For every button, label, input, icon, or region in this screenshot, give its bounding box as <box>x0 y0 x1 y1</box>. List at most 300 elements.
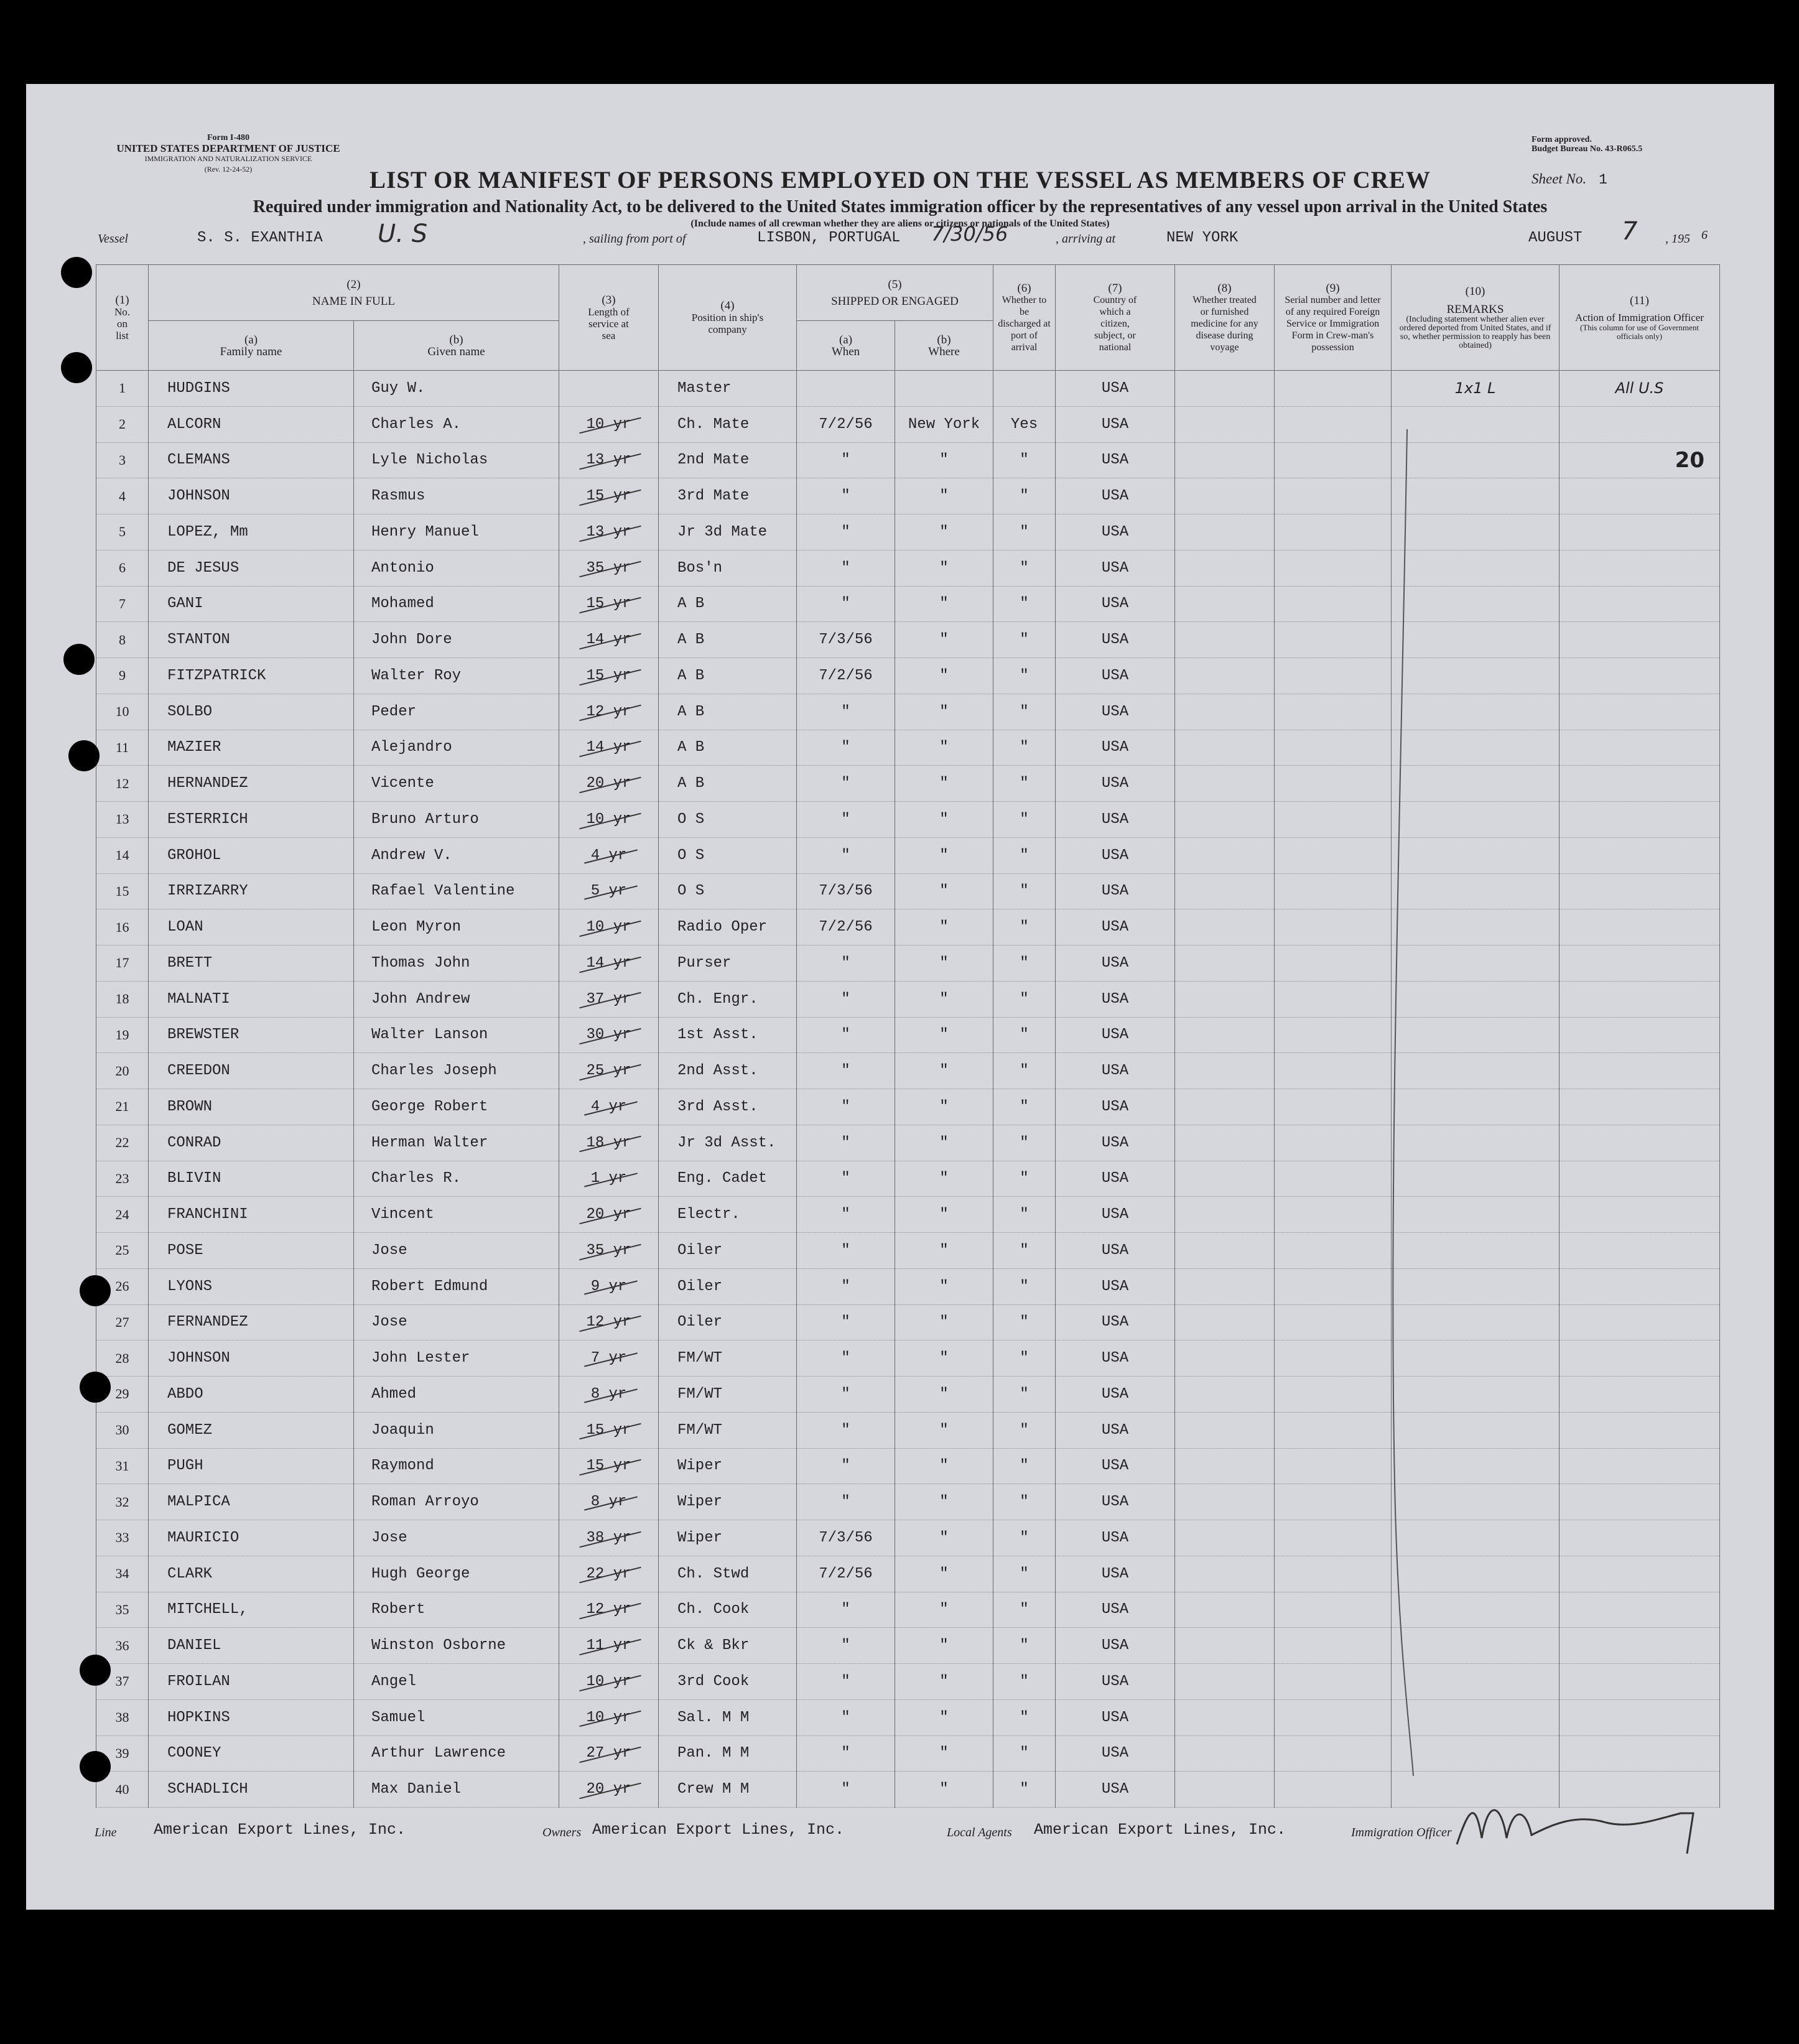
action-cell: 20 <box>1560 442 1720 478</box>
country: USA <box>1056 837 1175 873</box>
service-length <box>559 1377 659 1413</box>
row-number: 6 <box>96 550 149 586</box>
department: UNITED STATES DEPARTMENT OF JUSTICE <box>116 142 340 154</box>
medicine-cell <box>1175 1735 1275 1772</box>
discharged: " <box>993 586 1056 622</box>
col-header-family-name: (a) Family name <box>149 321 354 371</box>
col-header-position: (4) Position in ship's company <box>659 265 797 371</box>
shipped-where: " <box>895 1161 993 1197</box>
service-length-value: 20 yr <box>586 1206 631 1224</box>
discharged: " <box>993 1268 1056 1304</box>
position: Master <box>659 371 797 407</box>
service-length-value: 7 yr <box>590 1350 627 1367</box>
country: USA <box>1056 1772 1175 1808</box>
medicine-cell <box>1175 1377 1275 1413</box>
discharged: " <box>993 1664 1056 1700</box>
page-title: LIST OR MANIFEST OF PERSONS EMPLOYED ON THE VESSEL AS MEMBERS OF CREW <box>370 167 1431 193</box>
serial-cell <box>1275 1304 1392 1340</box>
shipped-where <box>895 371 993 407</box>
shipped-where: " <box>895 1053 993 1089</box>
service-length <box>559 1448 659 1484</box>
serial-cell <box>1275 802 1392 838</box>
position: FM/WT <box>659 1412 797 1448</box>
action-cell <box>1560 837 1720 873</box>
crew-row <box>96 586 1720 622</box>
service-length-value: 10 yr <box>586 1709 631 1726</box>
given-name: Samuel <box>354 1699 559 1735</box>
shipped-where: " <box>895 1197 993 1233</box>
given-name: Jose <box>354 1304 559 1340</box>
country: USA <box>1056 1664 1175 1700</box>
shipped-when: 7/3/56 <box>797 622 895 658</box>
row-number: 9 <box>96 658 149 694</box>
shipped-when: " <box>797 1448 895 1484</box>
sailing-date-handwritten: 7/30/56 <box>931 222 1008 246</box>
family-name: FROILAN <box>149 1664 354 1700</box>
medicine-cell <box>1175 873 1275 909</box>
owners-label: Owners <box>542 1826 582 1839</box>
shipped-when: " <box>797 694 895 730</box>
medicine-cell <box>1175 1197 1275 1233</box>
crew-row <box>96 1017 1720 1053</box>
col-header-name: (2) NAME IN FULL <box>149 265 559 321</box>
given-name: Angel <box>354 1664 559 1700</box>
position: Wiper <box>659 1520 797 1556</box>
family-name: JOHNSON <box>149 1340 354 1377</box>
family-name: MALNATI <box>149 981 354 1017</box>
shipped-where: " <box>895 1592 993 1628</box>
given-name: Guy W. <box>354 371 559 407</box>
crew-row <box>96 1161 1720 1197</box>
shipped-where: " <box>895 1340 993 1377</box>
action-cell <box>1560 406 1720 442</box>
shipped-when: " <box>797 1017 895 1053</box>
action-cell <box>1560 766 1720 802</box>
crew-row <box>96 766 1720 802</box>
row-number: 17 <box>96 945 149 982</box>
crew-row <box>96 802 1720 838</box>
discharged: " <box>993 981 1056 1017</box>
family-name: BRETT <box>149 945 354 982</box>
medicine-cell <box>1175 622 1275 658</box>
service-length-value: 10 yr <box>586 811 631 828</box>
shipped-where: " <box>895 837 993 873</box>
family-name: CLARK <box>149 1556 354 1592</box>
service-length-value: 15 yr <box>586 595 631 613</box>
medicine-cell <box>1175 406 1275 442</box>
service-length-value: 25 yr <box>586 1062 631 1080</box>
family-name: COONEY <box>149 1735 354 1772</box>
col-header-remarks: (10) REMARKS (Including statement whether alien ever ordered deported from United States, and if so, whether permission to reapply has been obtained) <box>1392 265 1560 371</box>
discharged: " <box>993 550 1056 586</box>
serial-cell <box>1275 766 1392 802</box>
service-length <box>559 1699 659 1735</box>
col-header-discharged: (6) Whether to be discharged at port of arrival <box>993 265 1056 371</box>
crew-row <box>96 442 1720 478</box>
discharged: " <box>993 945 1056 982</box>
crew-row <box>96 1233 1720 1269</box>
crew-row <box>96 406 1720 442</box>
service-length <box>559 837 659 873</box>
medicine-cell <box>1175 981 1275 1017</box>
serial-cell <box>1275 1772 1392 1808</box>
serial-cell <box>1275 873 1392 909</box>
row-number: 33 <box>96 1520 149 1556</box>
serial-cell <box>1275 837 1392 873</box>
position: FM/WT <box>659 1340 797 1377</box>
action-cell <box>1560 1699 1720 1735</box>
row-number: 2 <box>96 406 149 442</box>
shipped-when: 7/3/56 <box>797 873 895 909</box>
family-name: MALPICA <box>149 1484 354 1520</box>
shipped-where: " <box>895 658 993 694</box>
position: 2nd Asst. <box>659 1053 797 1089</box>
officer-label: Immigration Officer <box>1351 1826 1452 1839</box>
shipped-when: 7/2/56 <box>797 909 895 945</box>
service-length-value: 35 yr <box>586 1242 631 1259</box>
service-length-value: 15 yr <box>586 667 631 684</box>
serial-cell <box>1275 1161 1392 1197</box>
service-length <box>559 1520 659 1556</box>
col-header-serial: (9) Serial number and letter of any required Foreign Service or Immigration Form in Crew-man's possession <box>1275 265 1392 371</box>
crew-row <box>96 1520 1720 1556</box>
service-length <box>559 1628 659 1664</box>
serial-cell <box>1275 1125 1392 1161</box>
shipped-when: " <box>797 586 895 622</box>
service-length <box>559 1268 659 1304</box>
medicine-cell <box>1175 1053 1275 1089</box>
shipped-when: " <box>797 1268 895 1304</box>
shipped-when: 7/2/56 <box>797 658 895 694</box>
service-length-value: 14 yr <box>586 631 631 649</box>
shipped-when: " <box>797 730 895 766</box>
service-length <box>559 1412 659 1448</box>
shipped-where: " <box>895 1233 993 1269</box>
given-name: Ahmed <box>354 1377 559 1413</box>
position: 3rd Mate <box>659 478 797 514</box>
position: Wiper <box>659 1484 797 1520</box>
include-note: (Include names of all crewman whether they are aliens or citizens or nationals of the United States) <box>690 218 1110 229</box>
medicine-cell <box>1175 730 1275 766</box>
country: USA <box>1056 1699 1175 1735</box>
row-number: 3 <box>96 442 149 478</box>
row-number: 31 <box>96 1448 149 1484</box>
shipped-when: " <box>797 1089 895 1125</box>
country: USA <box>1056 1053 1175 1089</box>
service-length <box>559 1772 659 1808</box>
action-cell: All U.S <box>1560 371 1720 407</box>
medicine-cell <box>1175 1772 1275 1808</box>
action-cell <box>1560 1017 1720 1053</box>
action-cell <box>1560 1556 1720 1592</box>
family-name: LOAN <box>149 909 354 945</box>
given-name: Alejandro <box>354 730 559 766</box>
col-header-given-name: (b) Given name <box>354 321 559 371</box>
medicine-cell <box>1175 694 1275 730</box>
shipped-when: " <box>797 1340 895 1377</box>
serial-cell <box>1275 514 1392 550</box>
country: USA <box>1056 1017 1175 1053</box>
shipped-when: " <box>797 1735 895 1772</box>
service-length-value: 20 yr <box>586 775 631 792</box>
vessel-handwritten: U. S <box>378 220 428 248</box>
shipped-when: " <box>797 1592 895 1628</box>
crew-row <box>96 1699 1720 1735</box>
form-approved: Form approved. <box>1532 135 1592 144</box>
medicine-cell <box>1175 442 1275 478</box>
given-name: Rasmus <box>354 478 559 514</box>
row-number: 29 <box>96 1377 149 1413</box>
sheet-number-value: 1 <box>1599 172 1607 188</box>
shipped-where: " <box>895 694 993 730</box>
position: Ch. Mate <box>659 406 797 442</box>
family-name: LYONS <box>149 1268 354 1304</box>
punch-hole <box>80 1275 111 1306</box>
action-cell <box>1560 873 1720 909</box>
country: USA <box>1056 1735 1175 1772</box>
serial-cell <box>1275 371 1392 407</box>
remarks-cell: 1x1 L <box>1392 371 1560 407</box>
discharged: " <box>993 1592 1056 1628</box>
given-name: Herman Walter <box>354 1125 559 1161</box>
crew-row <box>96 1304 1720 1340</box>
given-name: Mohamed <box>354 586 559 622</box>
discharged: " <box>993 1053 1056 1089</box>
country: USA <box>1056 694 1175 730</box>
row-number: 35 <box>96 1592 149 1628</box>
service-length <box>559 1017 659 1053</box>
serial-cell <box>1275 1268 1392 1304</box>
serial-cell <box>1275 478 1392 514</box>
service-length-value: 30 yr <box>586 1026 631 1044</box>
family-name: MAURICIO <box>149 1520 354 1556</box>
service-length-value: 14 yr <box>586 739 631 756</box>
service-length-value: 37 yr <box>586 990 631 1008</box>
shipped-where: New York <box>895 406 993 442</box>
position: Crew M M <box>659 1772 797 1808</box>
country: USA <box>1056 766 1175 802</box>
crew-row <box>96 730 1720 766</box>
country: USA <box>1056 1412 1175 1448</box>
position: 3rd Asst. <box>659 1089 797 1125</box>
service-length-value: 12 yr <box>586 703 631 720</box>
position: A B <box>659 694 797 730</box>
subtitle: Required under immigration and Nationality Act, to be delivered to the United States immigration officer by the representatives of any vessel upon arrival in the United States <box>253 197 1548 216</box>
given-name: Walter Lanson <box>354 1017 559 1053</box>
serial-cell <box>1275 586 1392 622</box>
given-name: Antonio <box>354 550 559 586</box>
discharged <box>993 371 1056 407</box>
medicine-cell <box>1175 1089 1275 1125</box>
action-cell <box>1560 586 1720 622</box>
discharged: " <box>993 1484 1056 1520</box>
crew-row <box>96 514 1720 550</box>
serial-cell <box>1275 694 1392 730</box>
country: USA <box>1056 1448 1175 1484</box>
medicine-cell <box>1175 514 1275 550</box>
crew-row <box>96 1628 1720 1664</box>
family-name: LOPEZ, Mm <box>149 514 354 550</box>
service-length-value: 27 yr <box>586 1745 631 1762</box>
discharged: " <box>993 873 1056 909</box>
row-number: 1 <box>96 371 149 407</box>
row-number: 37 <box>96 1664 149 1700</box>
shipped-where: " <box>895 766 993 802</box>
discharged: " <box>993 622 1056 658</box>
crew-row <box>96 478 1720 514</box>
action-cell <box>1560 1664 1720 1700</box>
family-name: FRANCHINI <box>149 1197 354 1233</box>
country: USA <box>1056 586 1175 622</box>
family-name: BROWN <box>149 1089 354 1125</box>
position: Purser <box>659 945 797 982</box>
shipped-where: " <box>895 1377 993 1413</box>
family-name: HERNANDEZ <box>149 766 354 802</box>
position: Oiler <box>659 1268 797 1304</box>
country: USA <box>1056 909 1175 945</box>
sailing-port: LISBON, PORTUGAL <box>757 230 901 246</box>
col-header-number: (1) No. on list <box>96 265 149 371</box>
service-length <box>559 730 659 766</box>
given-name: Robert Edmund <box>354 1268 559 1304</box>
given-name: Raymond <box>354 1448 559 1484</box>
serial-cell <box>1275 1340 1392 1377</box>
shipped-when: " <box>797 550 895 586</box>
sailing-label: , sailing from port of <box>583 232 686 246</box>
shipped-where: " <box>895 1125 993 1161</box>
country: USA <box>1056 1520 1175 1556</box>
crew-row <box>96 1089 1720 1125</box>
row-number: 23 <box>96 1161 149 1197</box>
revision: (Rev. 12-24-52) <box>204 165 253 174</box>
medicine-cell <box>1175 1125 1275 1161</box>
discharged: " <box>993 1304 1056 1340</box>
service-length-value: 38 yr <box>586 1529 631 1546</box>
position: A B <box>659 730 797 766</box>
service-length <box>559 1735 659 1772</box>
country: USA <box>1056 945 1175 982</box>
action-cell <box>1560 1233 1720 1269</box>
discharged: " <box>993 694 1056 730</box>
shipped-where: " <box>895 442 993 478</box>
shipped-when: " <box>797 802 895 838</box>
col-header-action: (11) Action of Immigration Officer (This column for use of Government officials only) <box>1560 265 1720 371</box>
family-name: GANI <box>149 586 354 622</box>
discharged: " <box>993 837 1056 873</box>
shipped-where: " <box>895 1017 993 1053</box>
position: Jr 3d Mate <box>659 514 797 550</box>
shipped-where: " <box>895 981 993 1017</box>
row-number: 28 <box>96 1340 149 1377</box>
service-length <box>559 550 659 586</box>
discharged: " <box>993 1628 1056 1664</box>
given-name: John Lester <box>354 1340 559 1377</box>
family-name: CLEMANS <box>149 442 354 478</box>
position: A B <box>659 622 797 658</box>
service-length <box>559 909 659 945</box>
country: USA <box>1056 1592 1175 1628</box>
position: Ch. Cook <box>659 1592 797 1628</box>
service-length-value: 12 yr <box>586 1601 631 1619</box>
action-cell <box>1560 622 1720 658</box>
shipped-where: " <box>895 873 993 909</box>
punch-hole <box>68 740 100 771</box>
serial-cell <box>1275 981 1392 1017</box>
col-header-country: (7) Country of which a citizen, subject, or national <box>1056 265 1175 371</box>
shipped-where: " <box>895 478 993 514</box>
family-name: ABDO <box>149 1377 354 1413</box>
family-name: BREWSTER <box>149 1017 354 1053</box>
discharged: " <box>993 1772 1056 1808</box>
crew-row <box>96 1125 1720 1161</box>
row-number: 8 <box>96 622 149 658</box>
arriving-label: , arriving at <box>1056 232 1116 246</box>
family-name: POSE <box>149 1233 354 1269</box>
shipped-when: " <box>797 1699 895 1735</box>
family-name: DANIEL <box>149 1628 354 1664</box>
medicine-cell <box>1175 1628 1275 1664</box>
shipped-when: " <box>797 1628 895 1664</box>
action-cell <box>1560 1304 1720 1340</box>
given-name: Charles R. <box>354 1161 559 1197</box>
crew-row <box>96 1053 1720 1089</box>
medicine-cell <box>1175 658 1275 694</box>
service-length-value: 13 yr <box>586 452 631 469</box>
service-length-value: 15 yr <box>586 488 631 505</box>
shipped-when: " <box>797 1484 895 1520</box>
punch-hole <box>61 257 92 288</box>
row-number: 5 <box>96 514 149 550</box>
service-length-value: 9 yr <box>590 1278 627 1295</box>
medicine-cell <box>1175 1233 1275 1269</box>
crew-table <box>96 264 1720 1808</box>
country: USA <box>1056 1161 1175 1197</box>
country: USA <box>1056 1233 1175 1269</box>
service-length <box>559 1053 659 1089</box>
given-name: Rafael Valentine <box>354 873 559 909</box>
shipped-when: " <box>797 1197 895 1233</box>
serial-cell <box>1275 550 1392 586</box>
service-length-value: 8 yr <box>590 1494 627 1511</box>
service-length-value: 5 yr <box>590 883 627 900</box>
remarks-pen-line <box>1382 426 1420 1782</box>
given-name: Max Daniel <box>354 1772 559 1808</box>
action-cell <box>1560 1125 1720 1161</box>
service-length <box>559 1340 659 1377</box>
family-name: JOHNSON <box>149 478 354 514</box>
position: Electr. <box>659 1197 797 1233</box>
country: USA <box>1056 658 1175 694</box>
action-cell <box>1560 1268 1720 1304</box>
service-length <box>559 1304 659 1340</box>
given-name: Walter Roy <box>354 658 559 694</box>
service-length <box>559 1592 659 1628</box>
shipped-when: " <box>797 478 895 514</box>
action-cell <box>1560 1412 1720 1448</box>
service-length <box>559 1484 659 1520</box>
family-name: CREEDON <box>149 1053 354 1089</box>
given-name: Roman Arroyo <box>354 1484 559 1520</box>
family-name: STANTON <box>149 622 354 658</box>
family-name: MAZIER <box>149 730 354 766</box>
service-length-value: 10 yr <box>586 416 631 433</box>
position: A B <box>659 586 797 622</box>
discharged: " <box>993 1197 1056 1233</box>
medicine-cell <box>1175 1412 1275 1448</box>
country: USA <box>1056 1268 1175 1304</box>
col-header-medicine: (8) Whether treated or furnished medicine for any disease during voyage <box>1175 265 1275 371</box>
shipped-where: " <box>895 586 993 622</box>
